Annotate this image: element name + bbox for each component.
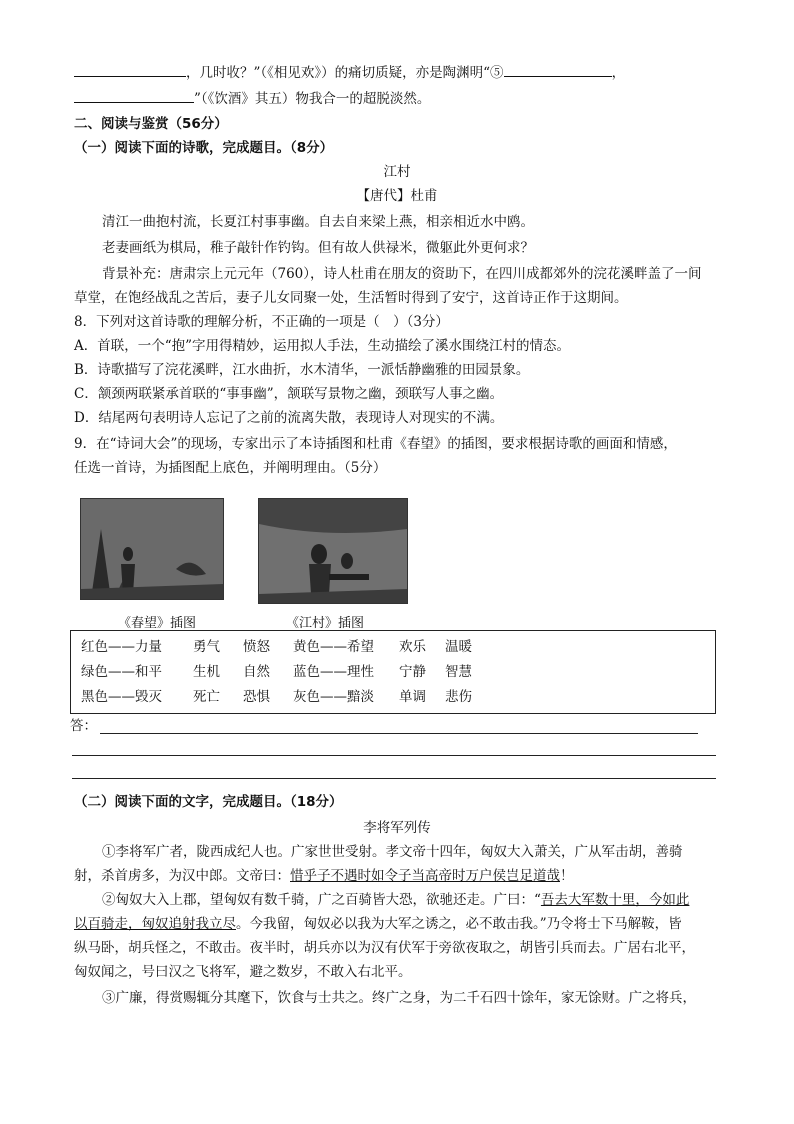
option-a[interactable]: A．首联，一个“抱”字用得精妙，运用拟人手法，生动描绘了溪水围绕江村的情态。 [74,338,571,354]
underlined-sentence: 惜乎子不遇时如令子当高帝时万户侯岂足道哉 [290,868,560,884]
passage-line: ②匈奴大入上郡，望匈奴有数千骑，广之百骑皆大恐，欲驰还走。广曰：“吾去大军数十里，今如此 [102,892,690,908]
option-c[interactable]: C．颔颈两联紧承首联的“事事幽”，颔联写景物之幽，颈联写人事之幽。 [74,386,504,402]
passage-line: 射，杀首虏多，为汉中郎。文帝曰：惜乎子不遇时如令子当高帝时万户侯岂足道哉！ [74,868,574,884]
poem-line: 老妻画纸为棋局，稚子敲针作钓钩。但有故人供禄米，微躯此外更何求？ [102,240,534,256]
section-heading: 二、阅读与鉴赏（56分） [74,116,228,132]
answer-line[interactable] [72,755,716,756]
poem-title: 江村 [383,164,411,180]
question-9-cont: 任选一首诗，为插图配上底色，并阐明理由。（5分） [74,460,387,476]
answer-line[interactable] [100,733,698,734]
passage-title: 李将军列传 [363,820,431,836]
question-8: 8．下列对这首诗歌的理解分析，不正确的一项是（ ）（3分） [74,314,449,330]
fill-blank-line-2: ”（《饮酒》其五）物我合一的超脱淡然。 [74,88,716,109]
passage-line: 匈奴闻之，号曰汉之飞将军，避之数岁，不敢入右北平。 [74,964,412,980]
answer-blank[interactable] [74,88,194,103]
option-b[interactable]: B．诗歌描写了浣花溪畔，江水曲折，水木清华，一派恬静幽雅的田园景象。 [74,362,530,378]
part2-heading: （二）阅读下面的文字，完成题目。（18分） [74,794,343,810]
fill-blank-line-1: ，几时收？”（《相见欢》）的痛切质疑，亦是陶渊明“⑤ ， [74,62,716,83]
answer-line[interactable] [72,778,716,779]
jiangcun-caption: 《江村》插图 [286,616,365,631]
answer-blank[interactable] [74,62,186,77]
poem-author: 【唐代】杜甫 [356,188,438,204]
option-d[interactable]: D．结尾两句表明诗人忘记了之前的流离失散，表现诗人对现实的不满。 [74,410,504,426]
background-note: 背景补充：唐肃宗上元元年（760），诗人杜甫在朋友的资助下，在四川成都郊外的浣花溪畔盖了一间 [102,266,702,282]
passage-line: ③广廉，得赏赐辄分其麾下，饮食与士共之。终广之身，为二千石四十馀年，家无馀财。广之将兵， [102,990,696,1006]
passage-line: ①李将军广者，陇西成纪人也。广家世世受射。孝文帝十四年，匈奴大入萧关，广从军击胡，善骑 [102,844,683,860]
part1-heading: （一）阅读下面的诗歌，完成题目。（8分） [74,140,334,156]
background-note: 草堂，在饱经战乱之苦后，妻子儿女同聚一处，生活暂时得到了安宁，这首诗正作于这期间。 [74,290,628,306]
passage-line: 以百骑走，匈奴追射我立尽。今我留，匈奴必以我为大军之诱之，必不敢击我。”乃令将士下马解鞍，皆 [74,916,682,932]
color-meaning-table: 红色——力量 勇气 愤怒 黄色——希望 欢乐 温暖 绿色——和平 生机 自然 蓝色——理性 宁静 智慧 黑色——毁灭 死亡 恐惧 灰色——黯淡 单调 悲伤 [70,630,716,714]
answer-label: 答： [70,718,97,734]
answer-blank[interactable] [504,62,612,77]
poem-line: 清江一曲抱村流，长夏江村事事幽。自去自来梁上燕，相亲相近水中鸥。 [102,214,534,230]
chunwang-caption: 《春望》插图 [118,616,197,631]
question-9: 9．在“诗词大会”的现场，专家出示了本诗插图和杜甫《春望》的插图，要求根据诗歌的画面和情感， [74,436,677,452]
underlined-sentence: 以百骑走，匈奴追射我立尽 [74,916,236,932]
underlined-sentence: 吾去大军数十里，今如此 [540,892,690,908]
passage-line: 纵马卧，胡兵怪之，不敢击。夜半时，胡兵亦以为汉有伏军于旁欲夜取之，胡皆引兵而去。广居右北平， [74,940,695,956]
chunwang-illustration [80,498,224,600]
jiangcun-illustration [258,498,408,604]
